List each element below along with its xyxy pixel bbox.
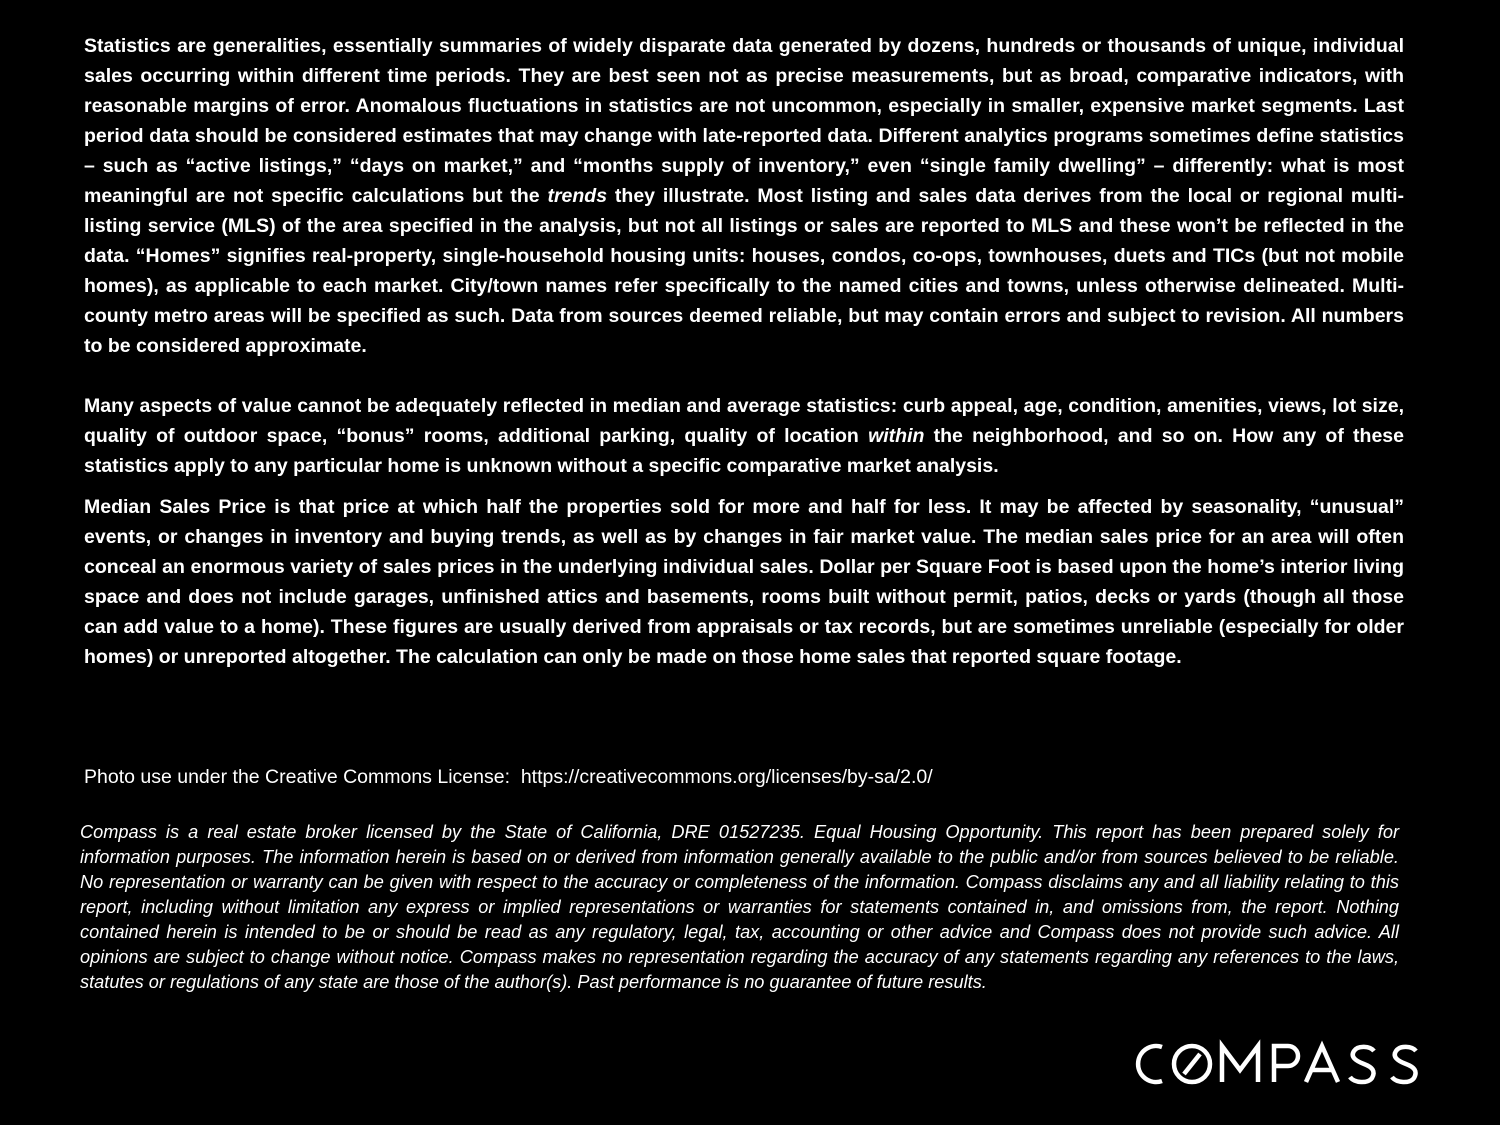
- value-aspects-emphasis: within: [868, 425, 925, 447]
- photo-credit-label: Photo use under the Creative Commons License:: [84, 766, 521, 788]
- compass-logo-icon: [1122, 1038, 1442, 1090]
- photo-credit-url: https://creativecommons.org/licenses/by-sa/2.0/: [520, 766, 933, 788]
- main-text-block: [84, 31, 1404, 672]
- statistics-paragraph: [84, 31, 1404, 361]
- statistics-text-2: they illustrate. Most listing and sales data derives from the local or regional multi-listing service (MLS) of the area specified in the analysis, but not all listings or sales are reported to MLS and these won’t be reflected in the data. “Homes” signifies real-property, single-household housing units: houses, condos, co-ops, townhouses, duets and TICs (but not mobile homes), as applicable to each market. City/town names refer specifically to the named cities and towns, unless otherwise delineated. Multi-county metro areas will be specified as such. Data from sources deemed reliable, but may contain errors and subject to revision. All numbers to be considered approximate.: [84, 185, 1405, 357]
- photo-credit: [84, 762, 1404, 792]
- value-aspects-text-1: Many aspects of value cannot be adequately reflected in median and average statistics: curb appeal, age, condition, amenities, views, lot size, quality of outdoor space, “bonus” rooms, additional parking, quality of location: [84, 395, 1404, 447]
- value-aspects-text-2: the neighborhood, and so on. How any of these statistics apply to any particular home is unknown without a specific comparative market analysis.: [84, 425, 1404, 477]
- value-aspects-paragraph: [84, 391, 1404, 481]
- compass-logo: [1122, 1038, 1442, 1090]
- statistics-text-1: Statistics are generalities, essentially summaries of widely disparate data generated by dozens, hundreds or thousands of unique, individual sales occurring within different time periods. They are best seen not as precise measurements, but as broad, comparative indicators, with reasonable margins of error. Anomalous fluctuations in statistics are not uncommon, especially in smaller, expensive market segments. Last period data should be considered estimates that may change with late-reported data. Different analytics programs sometimes define statistics – such as “active listings,” “days on market,” and “months supply of inventory,” even “single family dwelling” – differently: what is most meaningful are not specific calculations but the: [84, 35, 1404, 207]
- legal-disclaimer: Compass is a real estate broker licensed by the State of California, DRE 01527235. Equal Housing Opportunity. This report has been prepared solely for information purposes. The information herein is based on or derived from information generally available to the public and/or from sources believed to be reliable. No representation or warranty can be given with respect to the accuracy or completeness of the information. Compass disclaims any and all liability relating to this report, including without limitation any express or implied representations or warranties for statements contained in, and omissions from, the report. Nothing contained herein is intended to be or should be read as any regulatory, legal, tax, accounting or other advice and Compass does not provide such advice. All opinions are subject to change without notice. Compass makes no representation regarding the accuracy of any statements regarding any references to the laws, statutes or regulations of any state are those of the author(s). Past performance is no guarantee of future results.: [80, 822, 1399, 992]
- statistics-emphasis: trends: [547, 185, 608, 207]
- median-price-paragraph: Median Sales Price is that price at which half the properties sold for more and half for less. It may be affected by seasonality, “unusual” events, or changes in inventory and buying trends, as well as by changes in fair market value. The median sales price for an area will often conceal an enormous variety of sales prices in the underlying individual sales. Dollar per Square Foot is based upon the home’s interior living space and does not include garages, unfinished attics and basements, rooms built without permit, patios, decks or yards (though all those can add value to a home). These figures are usually derived from appraisals or tax records, but are sometimes unreliable (especially for older homes) or unreported altogether. The calculation can only be made on those home sales that reported square footage.: [84, 496, 1404, 668]
